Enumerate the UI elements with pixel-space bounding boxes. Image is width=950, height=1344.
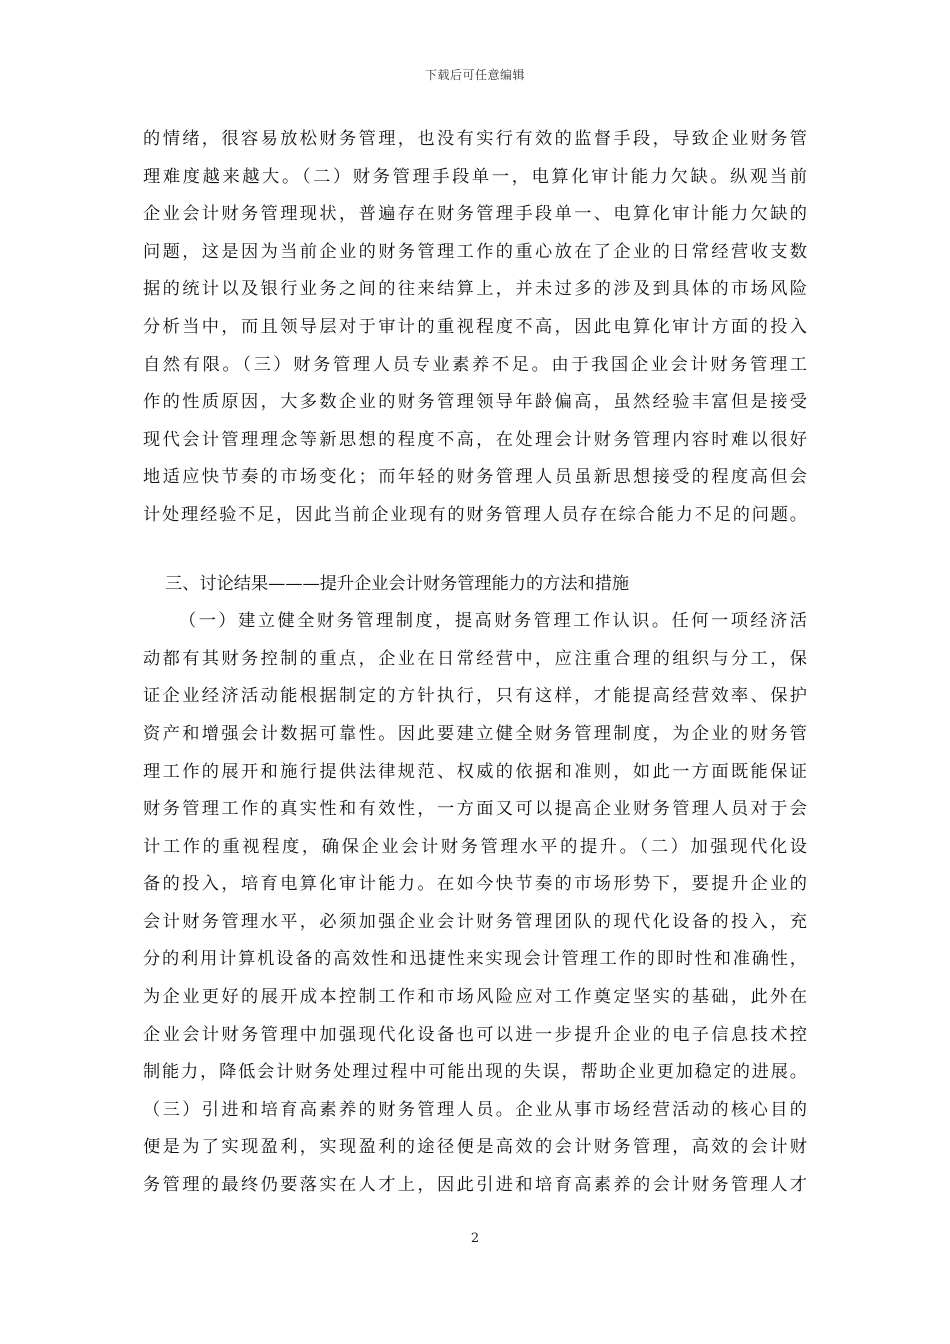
text-line: 计处理经验不足，因此当前企业现有的财务管理人员存在综合能力不足的问题。 <box>143 504 807 525</box>
text-line: 计工作的重视程度，确保企业会计财务管理水平的提升。（二）加强现代化设 <box>143 836 807 857</box>
text-line: 理工作的展开和施行提供法律规范、权威的依据和准则，如此一方面既能保证 <box>143 761 807 782</box>
document-body <box>143 121 807 1205</box>
text-line: 财务管理工作的真实性和有效性，一方面又可以提高企业财务管理人员对于会 <box>143 799 807 820</box>
text-line: 企业会计财务管理中加强现代化设备也可以进一步提升企业的电子信息技术控 <box>143 1024 807 1045</box>
paragraph-gap <box>143 535 807 566</box>
text-line: 理难度越来越大。（二）财务管理手段单一，电算化审计能力欠缺。纵观当前 <box>143 166 807 187</box>
page-number: 2 <box>470 1231 480 1246</box>
text-line: 自然有限。（三）财务管理人员专业素养不足。由于我国企业会计财务管理工 <box>143 354 807 375</box>
text-line: 据的统计以及银行业务之间的往来结算上，并未过多的涉及到具体的市场风险 <box>143 279 807 300</box>
text-line: 资产和增强会计数据可靠性。因此要建立健全财务管理制度，为企业的财务管 <box>143 723 807 744</box>
text-line: 现代会计管理理念等新思想的程度不高，在处理会计财务管理内容时难以很好 <box>143 429 807 450</box>
text-line: 企业会计财务管理现状，普遍存在财务管理手段单一、电算化审计能力欠缺的 <box>143 204 807 225</box>
text-line: 务管理的最终仍要落实在人才上，因此引进和培育高素养的会计财务管理人才 <box>143 1175 807 1196</box>
text-line: 制能力，降低会计财务处理过程中可能出现的失误，帮助企业更加稳定的进展。 <box>143 1062 807 1083</box>
paragraph-challenges <box>143 121 807 535</box>
section-heading: 三、讨论结果———提升企业会计财务管理能力的方法和措施 <box>165 573 630 594</box>
paragraph-measures <box>143 603 807 1205</box>
text-line: 会计财务管理水平，必须加强企业会计财务管理团队的现代化设备的投入，充 <box>143 911 807 932</box>
text-line: 为企业更好的展开成本控制工作和市场风险应对工作奠定坚实的基础，此外在 <box>143 987 807 1008</box>
text-line: 作的性质原因，大多数企业的财务管理领导年龄偏高，虽然经验丰富但是接受 <box>143 392 807 413</box>
text-line: 备的投入，培育电算化审计能力。在如今快节奏的市场形势下，要提升企业的 <box>143 874 807 895</box>
text-line: 证企业经济活动能根据制定的方针执行，只有这样，才能提高经营效率、保护 <box>143 686 807 707</box>
text-line: 分析当中，而且领导层对于审计的重视程度不高，因此电算化审计方面的投入 <box>143 316 807 337</box>
page-header: 下载后可任意编辑 <box>424 68 525 82</box>
text-line: 分的利用计算机设备的高效性和迅捷性来实现会计管理工作的即时性和准确性， <box>143 949 807 970</box>
text-line: 动都有其财务控制的重点，企业在日常经营中，应注重合理的组织与分工，保 <box>143 648 807 669</box>
text-line: （三）引进和培育高素养的财务管理人员。企业从事市场经营活动的核心目的 <box>143 1099 807 1120</box>
text-line: 地适应快节奏的市场变化；而年轻的财务管理人员虽新思想接受的程度高但会 <box>143 467 807 488</box>
text-line: 问题，这是因为当前企业的财务管理工作的重心放在了企业的日常经营收支数 <box>143 241 807 262</box>
text-line: 的情绪，很容易放松财务管理，也没有实行有效的监督手段，导致企业财务管 <box>143 129 807 149</box>
text-line: （一）建立健全财务管理制度，提高财务管理工作认识。任何一项经济活 <box>179 611 807 632</box>
text-line: 便是为了实现盈利，实现盈利的途径便是高效的会计财务管理，高效的会计财 <box>143 1137 807 1158</box>
